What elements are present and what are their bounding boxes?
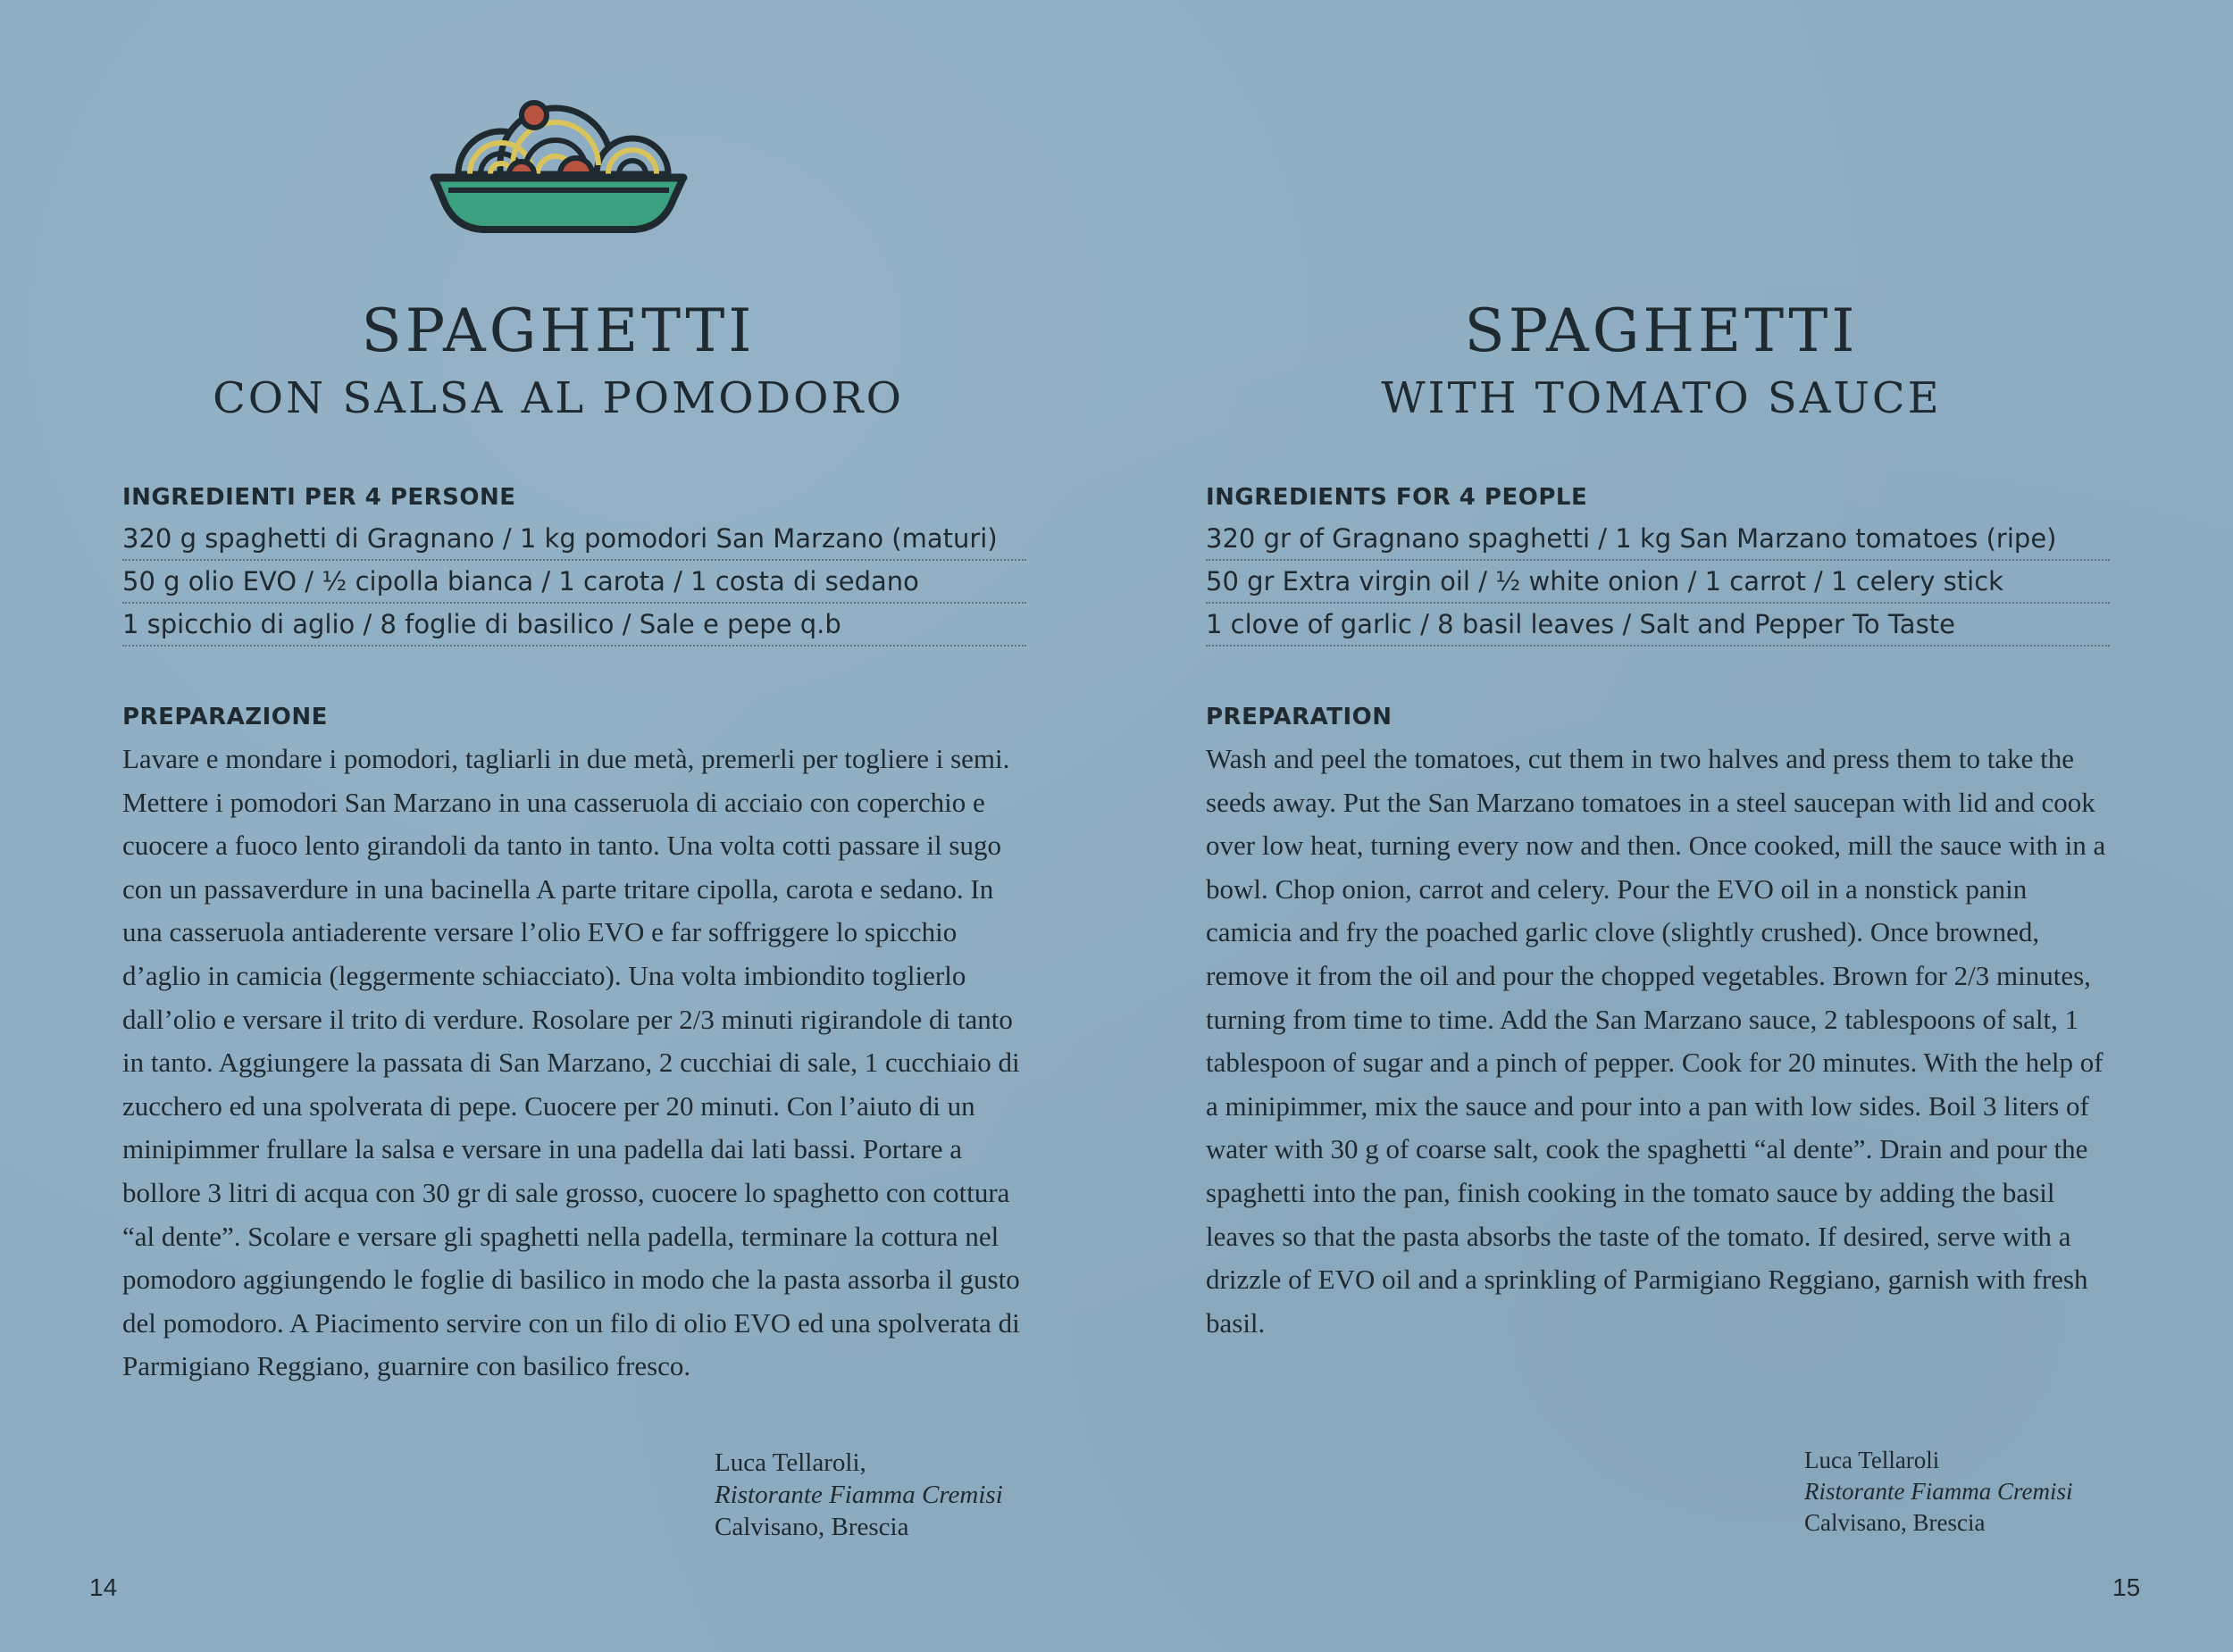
preparation-heading: PREPARAZIONE xyxy=(122,704,328,730)
recipe-subtitle: CON SALSA AL POMODORO xyxy=(213,373,904,423)
chef-name: Luca Tellaroli, xyxy=(715,1448,866,1477)
ingredients-section xyxy=(122,482,1026,647)
recipe-title: SPAGHETTI xyxy=(1464,296,1859,365)
preparation-section xyxy=(1206,702,2110,1345)
restaurant-location: Calvisano, Brescia xyxy=(715,1513,909,1541)
spaghetti-bowl-icon xyxy=(427,94,690,241)
ingredient-line: 50 g olio EVO / ½ cipolla bianca / 1 carota / 1 costa di sedano xyxy=(122,561,1026,604)
ingredient-line: 1 clove of garlic / 8 basil leaves / Salt and Pepper To Taste xyxy=(1206,604,2110,647)
recipe-title-block xyxy=(1116,295,2206,425)
chef-signature xyxy=(715,1447,1003,1543)
ingredients-heading: INGREDIENTS FOR 4 PEOPLE xyxy=(1206,484,1588,511)
right-page xyxy=(1116,0,2233,1652)
preparation-text: Lavare e mondare i pomodori, tagliarli in due metà, premerli per togliere i semi. Mettere i pomodori San Marzano in una casseruola di acciaio con coperchio e cuocere a fuoco lento girandoli da tanto in tanto. Una volta cotti passare il sugo con un passaverdure in una bacinella A parte tritare cipolla, carota e sedano. In una casseruola antiaderente versare l’olio EVO e far soffriggere lo spicchio d’aglio in camicia (leggermente schiacciato). Una volta imbiondito toglierlo dall’olio e versare il trito di verdure. Rosolare per 2/3 minuti rigirandole di tanto in tanto. Aggiungere la passata di San Marzano, 2 cucchiai di sale, 1 cucchiaio di zucchero ed una spolverata di pepe. Cuocere per 20 minuti. Con l’aiuto di un minipimmer frullare la salsa e versare in una padella dai lati bassi. Portare a bollore 3 litri di acqua con 30 gr di sale grosso, cuocere lo spaghetto con cottura “al dente”. Scolare e versare gli spaghetti nella padella, terminare la cottura nel pomodoro aggiungendo le foglie di basilico in modo che la pasta assorba il gusto del pomodoro. A Piacimento servire con un filo di olio EVO ed una spolverata di Parmigiano Reggiano, guarnire con basilico fresco. xyxy=(122,743,1020,1382)
ingredients-list xyxy=(122,518,1026,647)
preparation-heading: PREPARATION xyxy=(1206,704,1392,730)
recipe-title: SPAGHETTI xyxy=(361,296,756,365)
ingredient-line: 320 gr of Gragnano spaghetti / 1 kg San Marzano tomatoes (ripe) xyxy=(1206,518,2110,561)
ingredient-line: 1 spicchio di aglio / 8 foglie di basilico / Sale e pepe q.b xyxy=(122,604,1026,647)
chef-name: Luca Tellaroli xyxy=(1804,1447,1940,1473)
chef-signature xyxy=(1804,1445,2073,1539)
recipe-subtitle: WITH TOMATO SAUCE xyxy=(1381,373,1942,423)
ingredients-section xyxy=(1206,482,2110,647)
restaurant-location: Calvisano, Brescia xyxy=(1804,1509,1986,1536)
page-number: 15 xyxy=(2112,1573,2141,1601)
preparation-section xyxy=(122,702,1026,1389)
ingredient-line: 50 gr Extra virgin oil / ½ white onion / 1 carrot / 1 celery stick xyxy=(1206,561,2110,604)
page-number: 14 xyxy=(89,1573,118,1601)
recipe-title-block xyxy=(0,295,1116,425)
left-page xyxy=(0,0,1116,1652)
ingredients-list xyxy=(1206,518,2110,647)
ingredients-heading: INGREDIENTI PER 4 PERSONE xyxy=(122,484,516,511)
ingredient-line: 320 g spaghetti di Gragnano / 1 kg pomodori San Marzano (maturi) xyxy=(122,518,1026,561)
restaurant-name: Ristorante Fiamma Cremisi xyxy=(715,1481,1003,1509)
restaurant-name: Ristorante Fiamma Cremisi xyxy=(1804,1478,2073,1505)
preparation-text: Wash and peel the tomatoes, cut them in two halves and press them to take the seeds away. Put the San Marzano tomatoes in a steel saucepan with lid and cook over low heat, turning every now and then. Once cooked, mill the sauce with in a bowl. Chop onion, carrot and celery. Pour the EVO oil in a nonstick panin camicia and fry the poached garlic clove (slightly crushed). Once browned, remove it from the oil and pour the chopped vegetables. Brown for 2/3 minutes, turning from time to time. Add the San Marzano sauce, 2 tablespoons of salt, 1 tablespoon of sugar and a pinch of pepper. Cook for 20 minutes. With the help of a minipimmer, mix the sauce and pour into a pan with low sides. Boil 3 liters of water with 30 g of coarse salt, cook the spaghetti “al dente”. Drain and pour the spaghetti into the pan, finish cooking in the tomato sauce by adding the basil leaves so that the pasta absorbs the taste of the tomato. If desired, serve with a drizzle of EVO oil and a sprinkling of Parmigiano Reggiano, garnish with fresh basil. xyxy=(1206,743,2106,1339)
